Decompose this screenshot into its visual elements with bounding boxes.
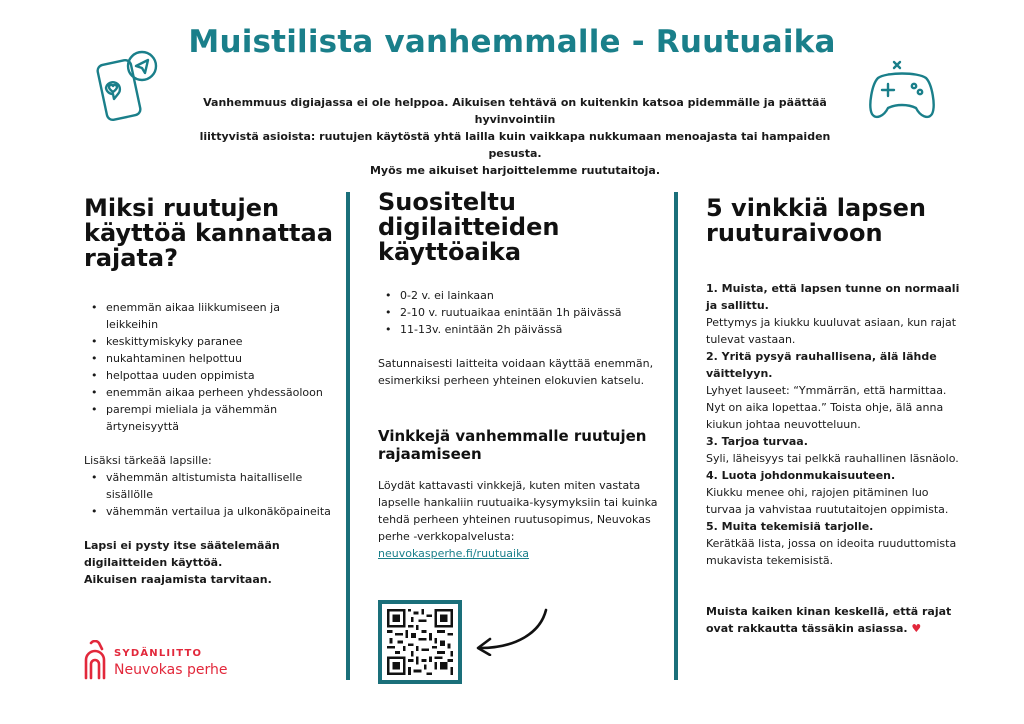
phone-chat-icon: [96, 44, 162, 124]
list-item: • parempi mieliala ja vähemmän ärtyneisyyttä: [84, 401, 334, 435]
list-item: • 2-10 v. ruutuaikaa enintään 1h päivässä: [378, 304, 660, 321]
list-item: • keskittymiskyky paranee: [84, 333, 334, 350]
tip-text: Pettymys ja kiukku kuuluvat asiaan, kun rajat tulevat vastaan.: [706, 316, 957, 346]
extra-label: Lisäksi tärkeää lapsille:: [84, 454, 212, 467]
intro-text: [175, 94, 855, 179]
sydanliitto-logo: [84, 640, 244, 684]
col2-note: Satunnaisesti laitteita voidaan käyttää enemmän, esimerkiksi perheen yhteinen elokuvien katselu.: [378, 357, 654, 387]
col1-closing-line-1: Lapsi ei pysty itse säätelemään: [84, 539, 280, 552]
column-divider-2: [674, 192, 678, 680]
limits-list: [378, 287, 660, 338]
col1-heading: Miksi ruutujen käyttöä kannattaa rajata?: [84, 194, 333, 272]
tip-text: Lyhyet lauseet: “Ymmärrän, että harmittaa. Nyt on aika lopettaa.” Toista ohje, älä anna kiukun johtaa neuvotteluun.: [706, 384, 947, 431]
column-divider-1: [346, 192, 350, 680]
tips-text-body: Löydät kattavasti vinkkejä, kuten miten vastata lapselle hankaliin ruutuaika-kysymyksiin tai kuinka tehdä perheen yhteinen ruutusopimus, Neuvokas perhe -verkkopalvelusta:: [378, 479, 658, 543]
tip-text: Kerätkää lista, jossa on ideoita ruuduttomista mukavista tekemisistä.: [706, 537, 957, 567]
list-item: • helpottaa uuden oppimista: [84, 367, 334, 384]
tips-heading: Vinkkejä vanhemmalle ruutujen rajaamiseen: [378, 427, 647, 463]
col3-closing: [706, 603, 966, 637]
logo-brand-bottom: Neuvokas perhe: [114, 662, 228, 678]
column-why-limit: [84, 190, 334, 588]
tip-title: 2. Yritä pysyä rauhallisena, älä lähde väittelyyn.: [706, 350, 937, 380]
list-item: • vähemmän altistumista haitalliselle sisällölle: [84, 469, 334, 503]
tips-list: [706, 280, 966, 569]
qr-code[interactable]: [378, 600, 462, 684]
tip-title: 5. Muita tekemisiä tarjolle.: [706, 520, 874, 533]
intro-line-3: Myös me aikuiset harjoittelemme ruututaitoja.: [369, 164, 661, 177]
intro-line-2: liittyvistä asioista: ruutujen käytöstä yhtä lailla kuin vaikkapa nukkumaan menoajasta tai hampaiden pesusta.: [199, 130, 831, 160]
tip-title: 1. Muista, että lapsen tunne on normaali ja sallittu.: [706, 282, 960, 312]
list-item: • enemmän aikaa perheen yhdessäoloon: [84, 384, 334, 401]
tip-text: Syli, läheisyys tai pelkkä rauhallinen läsnäolo.: [706, 452, 959, 465]
col2-heading: Suositeltu digilaitteiden käyttöaika: [378, 188, 560, 266]
extra-list: [84, 469, 334, 520]
sydanliitto-logo-mark: [84, 640, 106, 680]
heart-icon: ♥: [911, 622, 922, 635]
col3-heading: 5 vinkkiä lapsen ruuturaivoon: [706, 194, 926, 247]
tip-item: [706, 518, 966, 569]
col1-closing: [84, 537, 334, 588]
list-item: • 11-13v. enintään 2h päivässä: [378, 321, 660, 338]
page-title: Muistilista vanhemmalle - Ruutuaika: [188, 24, 836, 60]
tip-title: 4. Luota johdonmukaisuuteen.: [706, 469, 896, 482]
game-controller-icon: [864, 58, 940, 124]
neuvokasperhe-link[interactable]: neuvokasperhe.fi/ruutuaika: [378, 547, 530, 560]
tip-item: [706, 467, 966, 518]
list-item: • nukahtaminen helpottuu: [84, 350, 334, 367]
column-five-tips: [706, 190, 966, 637]
col1-closing-line-3: Aikuisen raajamista tarvitaan.: [84, 573, 272, 586]
tips-text: [378, 477, 660, 562]
arrow-icon: [470, 604, 554, 656]
tip-text: Kiukku menee ohi, rajojen pitäminen luo turvaa ja vahvistaa ruututaitojen oppimista.: [706, 486, 949, 516]
tip-item: [706, 348, 966, 433]
list-item: • enemmän aikaa liikkumiseen ja leikkeihin: [84, 299, 334, 333]
tip-item: [706, 280, 966, 348]
col1-closing-line-2: digilaitteiden käyttöä.: [84, 556, 223, 569]
column-recommended-time: [378, 190, 660, 562]
qr-code-pattern: [387, 609, 453, 675]
list-item: • 0-2 v. ei lainkaan: [378, 287, 660, 304]
benefits-list: [84, 299, 334, 435]
logo-brand-top: SYDÄNLIITTO: [114, 648, 203, 659]
intro-line-1: Vanhemmuus digiajassa ei ole helppoa. Aikuisen tehtävä on kuitenkin katsoa pidemmälle ja päättää hyvinvointiin: [203, 96, 827, 126]
tip-title: 3. Tarjoa turvaa.: [706, 435, 808, 448]
col3-closing-text: Muista kaiken kinan keskellä, että rajat ovat rakkautta tässäkin asiassa.: [706, 605, 952, 635]
list-item: • vähemmän vertailua ja ulkonäköpaineita: [84, 503, 334, 520]
tip-item: [706, 433, 966, 467]
